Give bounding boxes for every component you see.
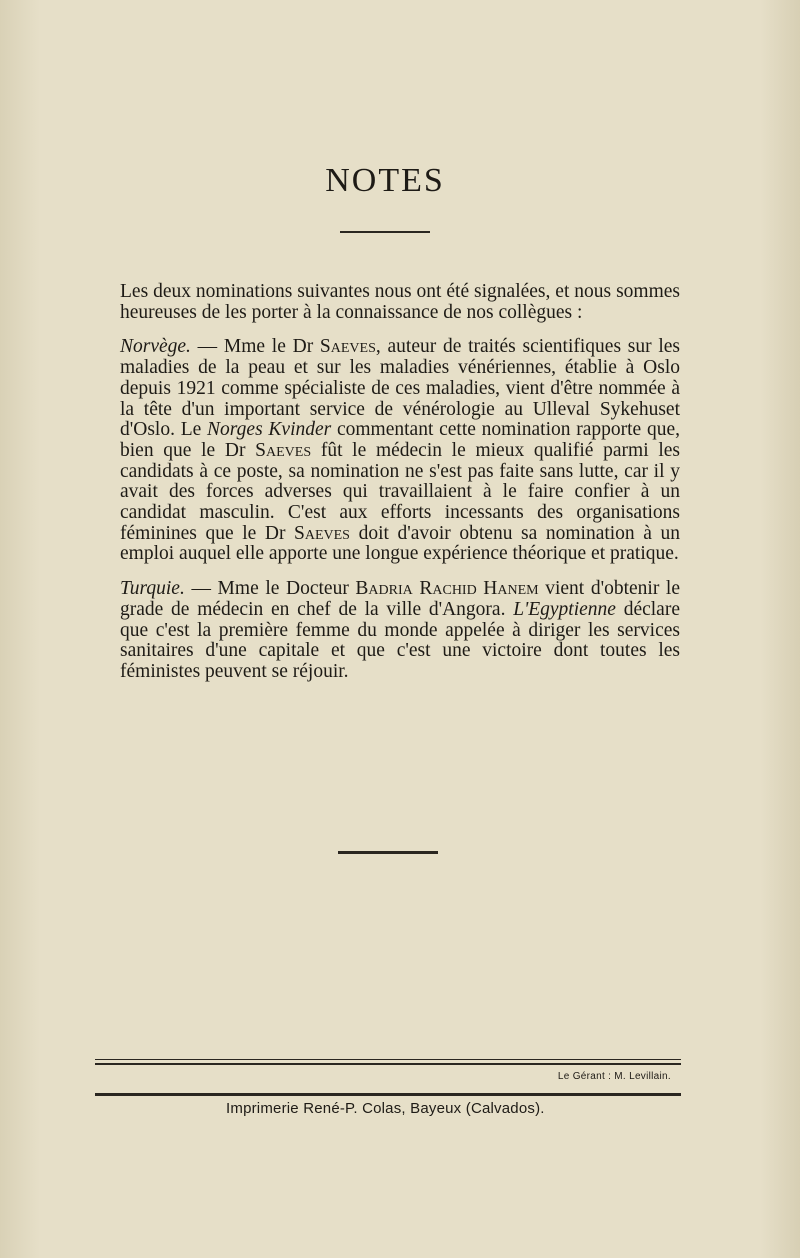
notes-body bbox=[120, 282, 680, 697]
norvege-text-1: — Mme le Dr bbox=[190, 336, 320, 358]
norvege-text-2: , auteur de traités scientifiques sur les maladies de la peau et sur les maladies vénériennes, établie à Oslo depuis 1921 comme spécialiste de ces maladies, vient d'être nommée à la tête d'un important service de vénérologie au Ulleval Sykehuset d'Oslo. Le bbox=[120, 336, 680, 441]
norvege-text-5: doit d'avoir obtenu sa nomination à un emploi auquel elle apporte une longue expérience théorique et pratique. bbox=[120, 522, 680, 565]
turquie-text-2: vient d'obtenir le grade de médecin en chef de la ville d'Angora. bbox=[120, 578, 681, 620]
norvege-journal: Norges Kvinder bbox=[207, 419, 332, 441]
turquie-name: Badria Rachid Hanem bbox=[355, 578, 539, 600]
footer-rule-top bbox=[95, 1059, 681, 1060]
turquie-text-1: — Mme le Docteur bbox=[184, 578, 356, 600]
norvege-name-1: Saeves bbox=[319, 336, 376, 358]
turquie-journal: L'Egyptienne bbox=[513, 598, 616, 620]
end-divider bbox=[338, 851, 438, 854]
page-title: NOTES bbox=[325, 162, 445, 199]
norvege-text-3: commentant cette nomination rapporte que, bien que le Dr bbox=[120, 419, 680, 461]
footer-rule-bottom bbox=[95, 1093, 681, 1096]
norvege-paragraph bbox=[120, 337, 680, 565]
turquie-heading: Turquie. bbox=[120, 578, 185, 600]
norvege-name-2: Saeves bbox=[255, 439, 312, 461]
title-divider bbox=[340, 231, 430, 233]
norvege-heading: Norvège. bbox=[120, 336, 191, 358]
gerant-line: Le Gérant : M. Levillain. bbox=[557, 1071, 671, 1082]
intro-paragraph: Les deux nominations suivantes nous ont été signalées, et nous sommes heureuses de les porter à la connaissance de nos collègues : bbox=[120, 281, 680, 323]
turquie-paragraph bbox=[120, 579, 680, 683]
norvege-text-4: fût le médecin le mieux qualifié parmi les candidats à ce poste, sa nomination ne s'est pas faite sans lutte, car il y avait des forces adverses qui travaillaient à le faire confier à un candidat masculin. C'est aux efforts incessants des organisations féminines que le Dr bbox=[120, 439, 680, 544]
norvege-name-3: Saeves bbox=[294, 522, 350, 544]
turquie-text-3: déclare que c'est la première femme du monde appelée à diriger les services sanitaires d'une capitale et que c'est une victoire dont toutes les féministes peuvent se réjouir. bbox=[120, 598, 680, 682]
printer-line: Imprimerie René-P. Colas, Bayeux (Calvados). bbox=[226, 1100, 545, 1117]
footer-rule-top-double bbox=[95, 1063, 681, 1065]
